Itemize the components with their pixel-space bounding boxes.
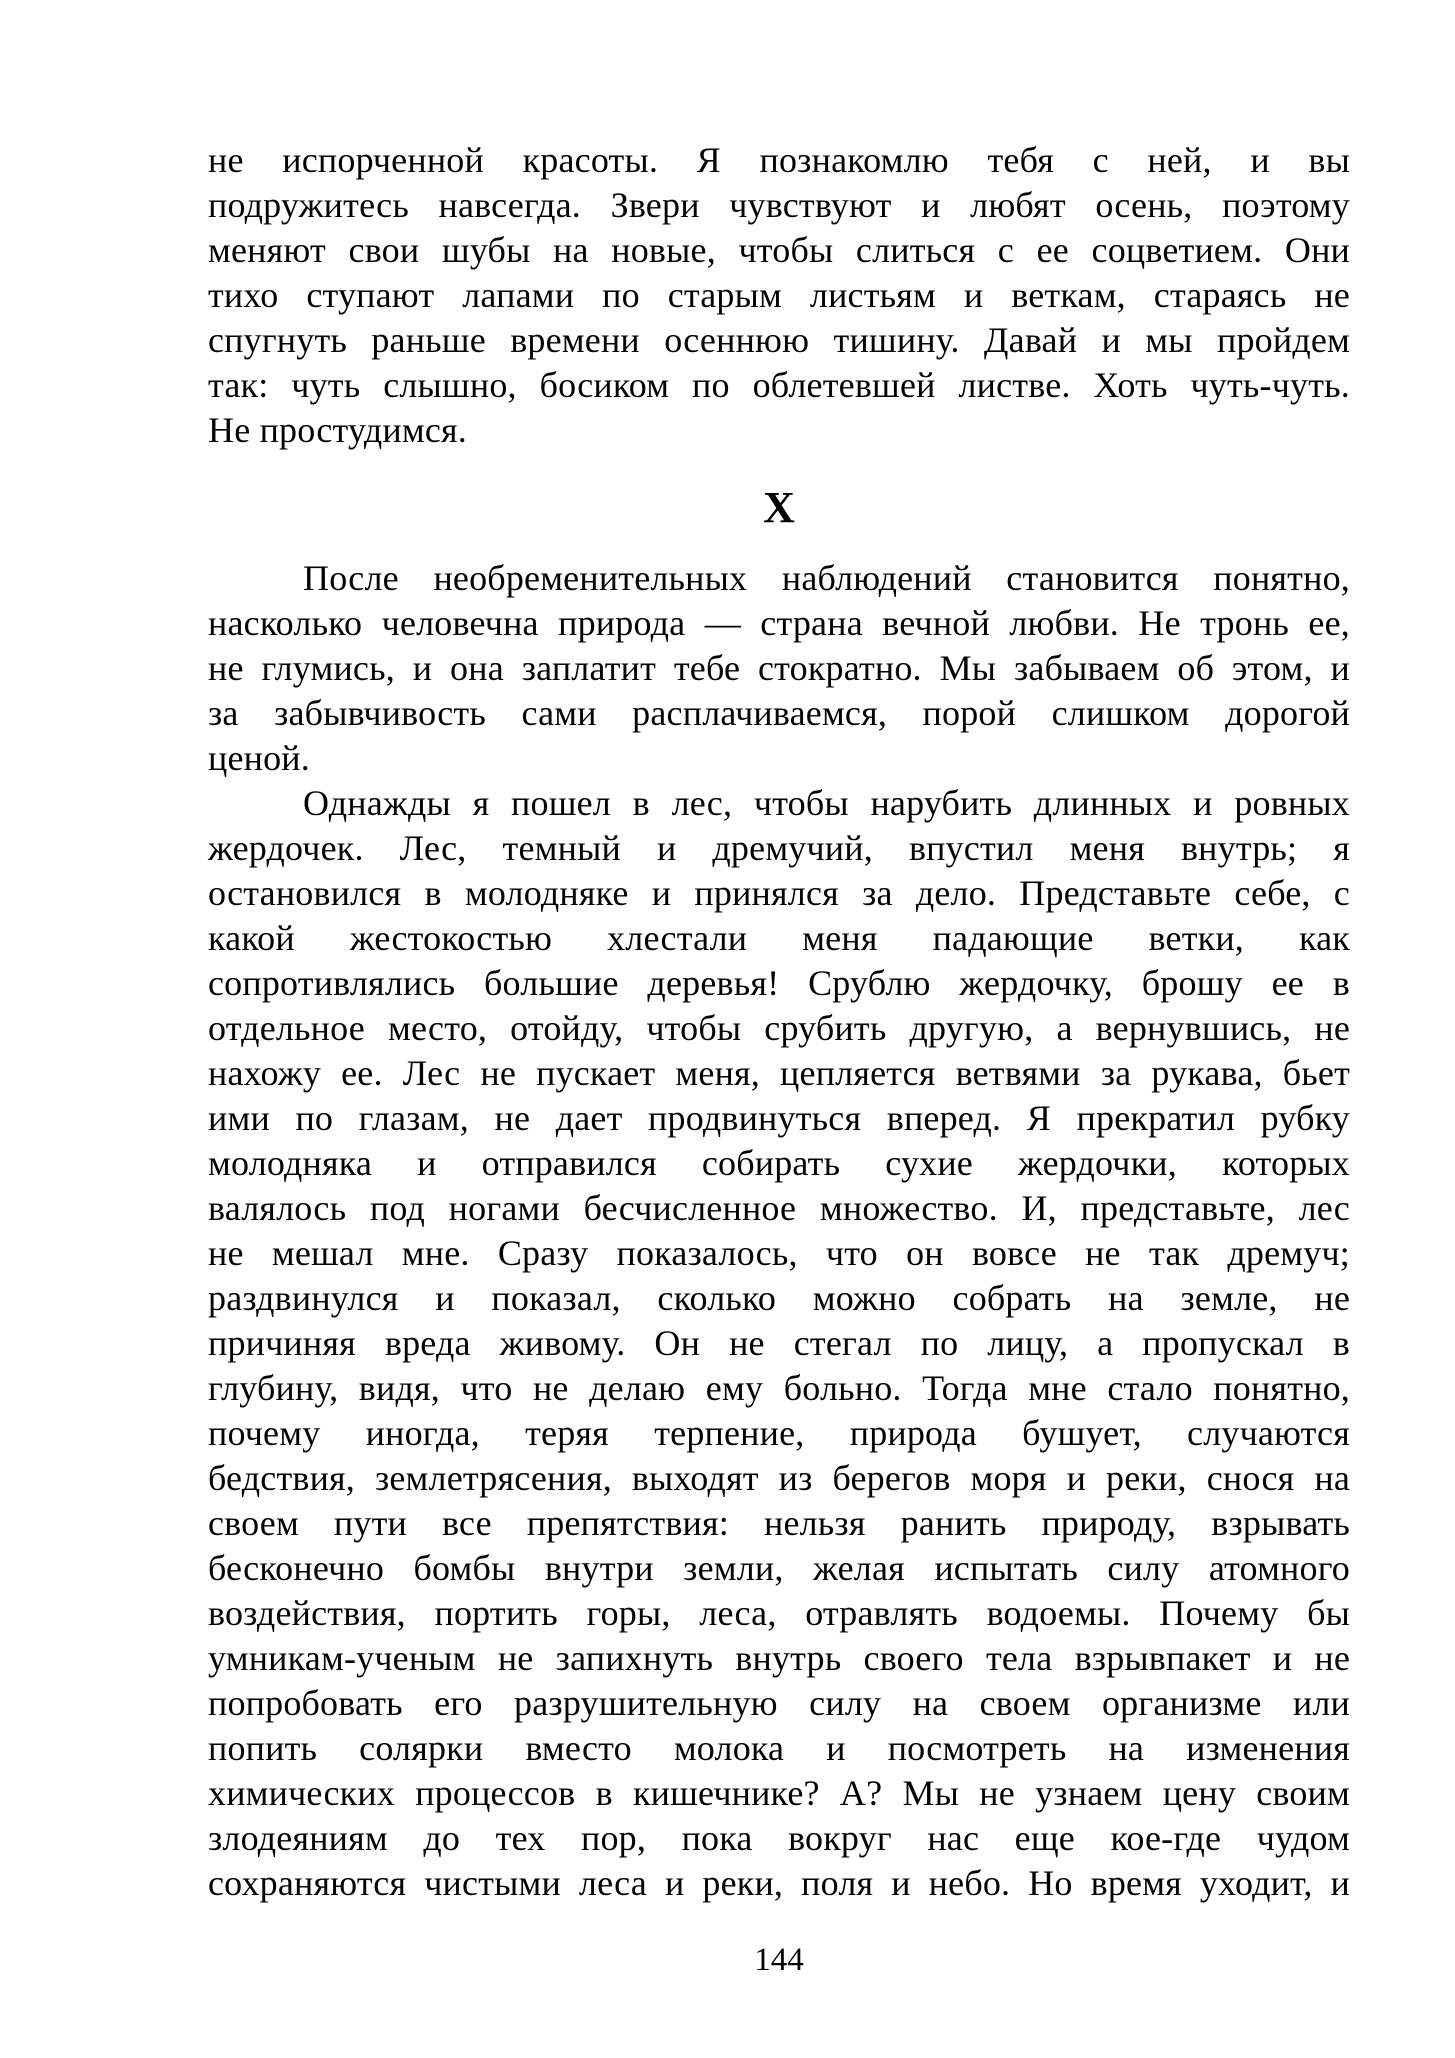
text-line: подружитесь навсегда. Звери чувствуют и любят осень, поэтому [208,185,1350,225]
text-line: ценой. [208,738,310,778]
paragraph [208,781,1350,1906]
text-line: нахожу ее. Лес не пускает меня, цепляется ветвями за рукава, бьет [208,1053,1350,1093]
text-line: злодеяниям до тех пор, пока вокруг нас еще кое-где чудом [208,1818,1350,1858]
text-line: бедствия, землетрясения, выходят из берегов моря и реки, снося на [208,1458,1350,1498]
page-number: 144 [754,1942,804,1978]
text-line: воздействия, портить горы, леса, отравлять водоемы. Почему бы [208,1593,1350,1633]
paragraph-continuation [208,138,1350,453]
text-line: насколько человечна природа — страна вечной любви. Не тронь ее, [208,603,1350,643]
text-line: меняют свои шубы на новые, чтобы слиться с ее соцветием. Они [208,230,1350,270]
text-line: сопротивлялись большие деревья! Срублю жердочку, брошу ее в [208,963,1350,1003]
paragraph [208,556,1350,781]
text-line: не мешал мне. Сразу показалось, что он вовсе не так дремуч; [208,1233,1350,1273]
text-line: жердочек. Лес, темный и дремучий, впустил меня внутрь; я [208,828,1350,868]
text-line: тихо ступают лапами по старым листьям и веткам, стараясь не [208,275,1350,315]
text-line: ими по глазам, не дает продвинуться вперед. Я прекратил рубку [208,1098,1350,1138]
text-line: не испорченной красоты. Я познакомлю тебя с ней, и вы [208,140,1350,180]
text-line: причиняя вреда живому. Он не стегал по лицу, а пропускал в [208,1323,1350,1363]
text-line: молодняка и отправился собирать сухие жердочки, которых [208,1143,1350,1183]
text-line: сохраняются чистыми леса и реки, поля и небо. Но время уходит, и [208,1863,1350,1903]
text-line: химических процессов в кишечнике? А? Мы не узнаем цену своим [208,1773,1350,1813]
text-line: так: чуть слышно, босиком по облетевшей листве. Хоть чуть-чуть. [208,365,1350,405]
text-line: умникам-ученым не запихнуть внутрь своего тела взрывпакет и не [208,1638,1350,1678]
text-line: какой жестокостью хлестали меня падающие ветки, как [208,918,1350,958]
text-line: попить солярки вместо молока и посмотреть на изменения [208,1728,1350,1768]
text-line: После необременительных наблюдений становится понятно, [303,558,1350,598]
text-line: отдельное место, отойду, чтобы срубить другую, а вернувшись, не [208,1008,1350,1048]
text-line: не глумись, и она заплатит тебе стократно. Мы забываем об этом, и [208,648,1350,688]
text-line: спугнуть раньше времени осеннюю тишину. Давай и мы пройдем [208,320,1350,360]
text-line: бесконечно бомбы внутри земли, желая испытать силу атомного [208,1548,1350,1588]
text-line: попробовать его разрушительную силу на своем организме или [208,1683,1350,1723]
text-line: своем пути все препятствия: нельзя ранить природу, взрывать [208,1503,1350,1543]
chapter-heading: X [763,483,795,532]
text-line: за забывчивость сами расплачиваемся, порой слишком дорогой [208,693,1350,733]
text-line: Не простудимся. [208,410,468,450]
text-line: раздвинулся и показал, сколько можно собрать на земле, не [208,1278,1350,1318]
text-line: Однажды я пошел в лес, чтобы нарубить длинных и ровных [303,783,1350,823]
text-block [208,138,1350,1906]
text-line: глубину, видя, что не делаю ему больно. Тогда мне стало понятно, [208,1368,1350,1408]
text-line: почему иногда, теряя терпение, природа бушует, случаются [208,1413,1350,1453]
text-line: остановился в молодняке и принялся за дело. Представьте себе, с [208,873,1350,913]
text-line: валялось под ногами бесчисленное множество. И, представьте, лес [208,1188,1350,1228]
